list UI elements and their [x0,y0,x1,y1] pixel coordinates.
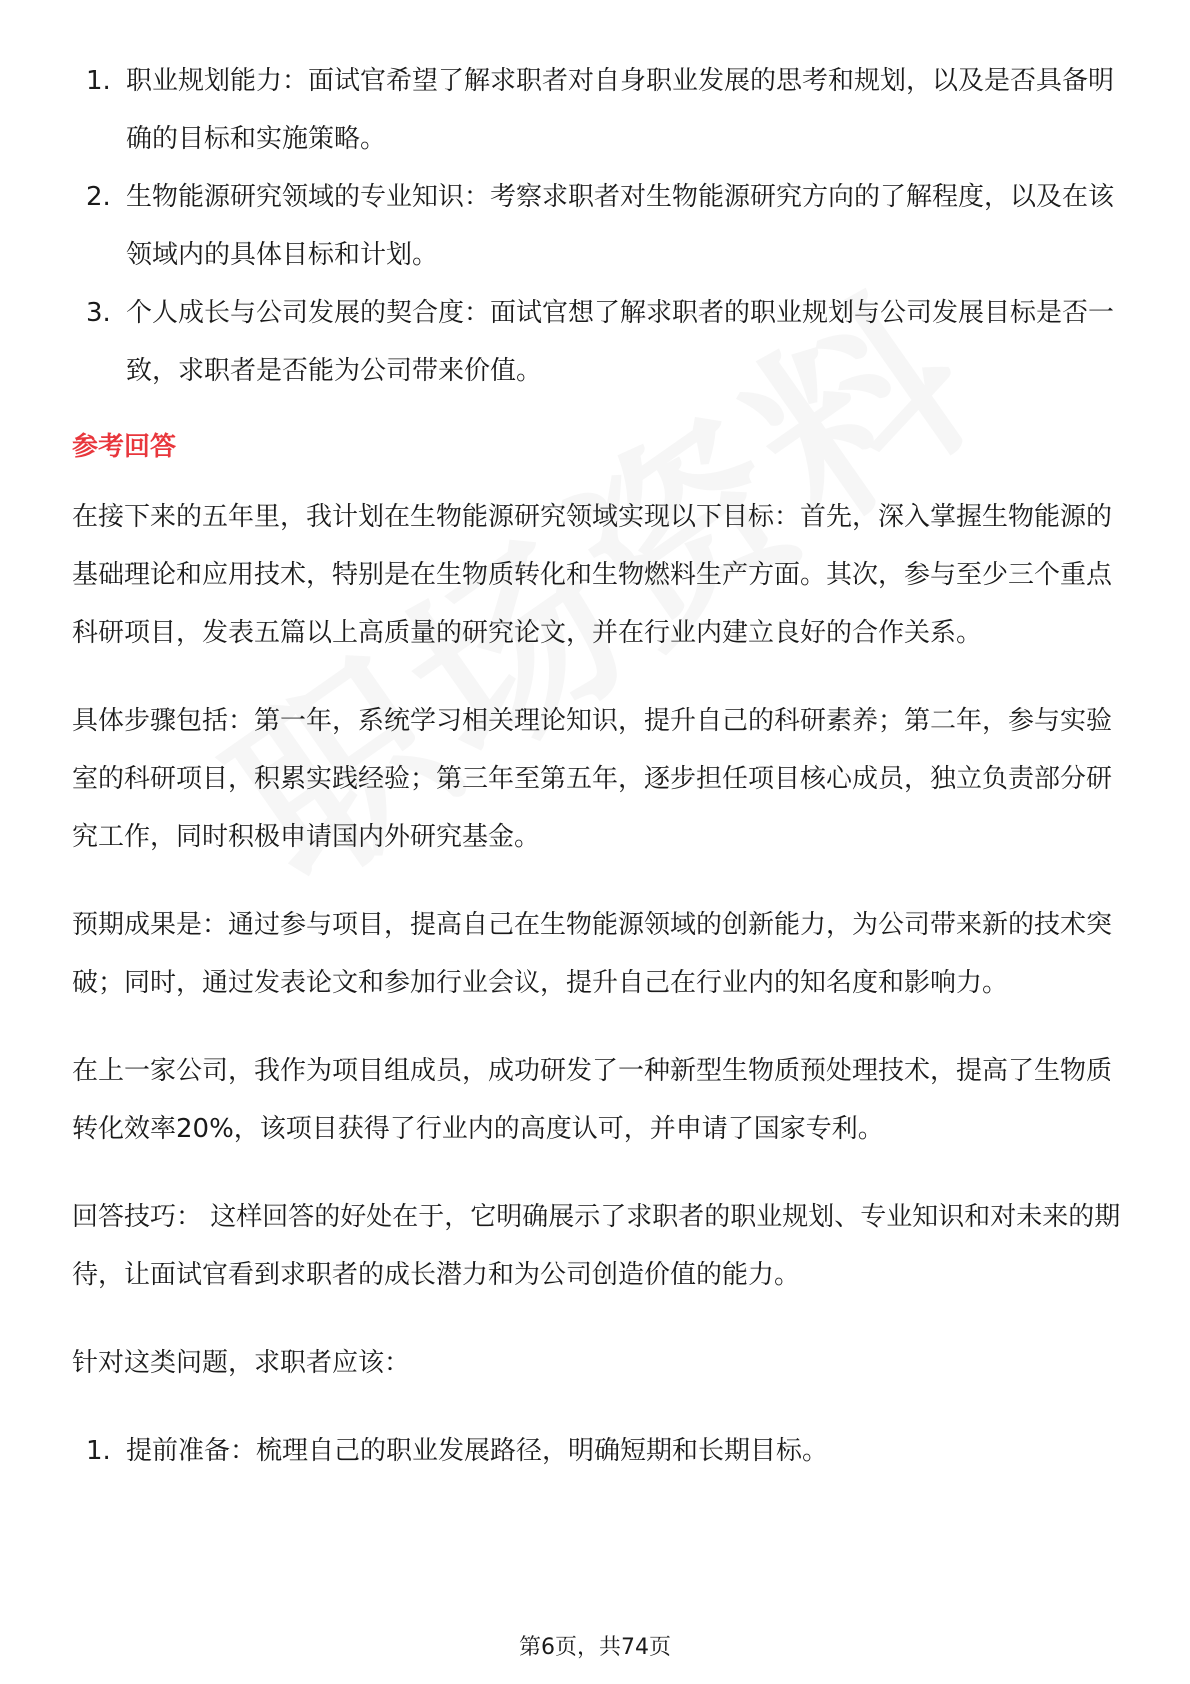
list-text: 生物能源研究领域的专业知识：考察求职者对生物能源研究方向的了解程度，以及在该领域内的具体目标和计划。 [126,182,1115,270]
page-content [72,52,1122,1480]
list-number: 1. [86,66,111,96]
list-item [72,52,1122,168]
list-number: 3. [86,298,111,328]
list-item [72,168,1122,284]
paragraph: 具体步骤包括：第一年，系统学习相关理论知识，提升自己的科研素养；第二年，参与实验室的科研项目，积累实践经验；第三年至第五年，逐步担任项目核心成员，独立负责部分研究工作，同时积极申请国内外研究基金。 [72,706,1113,852]
list-text: 职业规划能力：面试官希望了解求职者对自身职业发展的思考和规划，以及是否具备明确的目标和实施策略。 [126,66,1115,154]
paragraph: 在上一家公司，我作为项目组成员，成功研发了一种新型生物质预处理技术，提高了生物质转化效率20%，该项目获得了行业内的高度认可，并申请了国家专利。 [72,1056,1113,1144]
list-text: 个人成长与公司发展的契合度：面试官想了解求职者的职业规划与公司发展目标是否一致，求职者是否能为公司带来价值。 [126,298,1115,386]
paragraph: 回答技巧： 这样回答的好处在于，它明确展示了求职者的职业规划、专业知识和对未来的期待，让面试官看到求职者的成长潜力和为公司创造价值的能力。 [72,1202,1121,1290]
list-number: 1. [86,1436,111,1466]
paragraph: 在接下来的五年里，我计划在生物能源研究领域实现以下目标：首先，深入掌握生物能源的基础理论和应用技术，特别是在生物质转化和生物燃料生产方面。其次，参与至少三个重点科研项目，发表五篇以上高质量的研究论文，并在行业内建立良好的合作关系。 [72,502,1113,648]
tips-list [72,1422,1122,1480]
paragraph: 预期成果是：通过参与项目，提高自己在生物能源领域的创新能力，为公司带来新的技术突破；同时，通过发表论文和参加行业会议，提升自己在行业内的知名度和影响力。 [72,910,1113,998]
list-item [72,1422,1122,1480]
page-footer: 第6页，共74页 [519,1635,671,1660]
section-title: 参考回答 [72,432,177,462]
paragraph: 针对这类问题，求职者应该： [72,1348,411,1378]
list-text: 提前准备：梳理自己的职业发展路径，明确短期和长期目标。 [126,1436,829,1466]
list-item [72,284,1122,400]
focus-list [72,52,1122,400]
list-number: 2. [86,182,111,212]
